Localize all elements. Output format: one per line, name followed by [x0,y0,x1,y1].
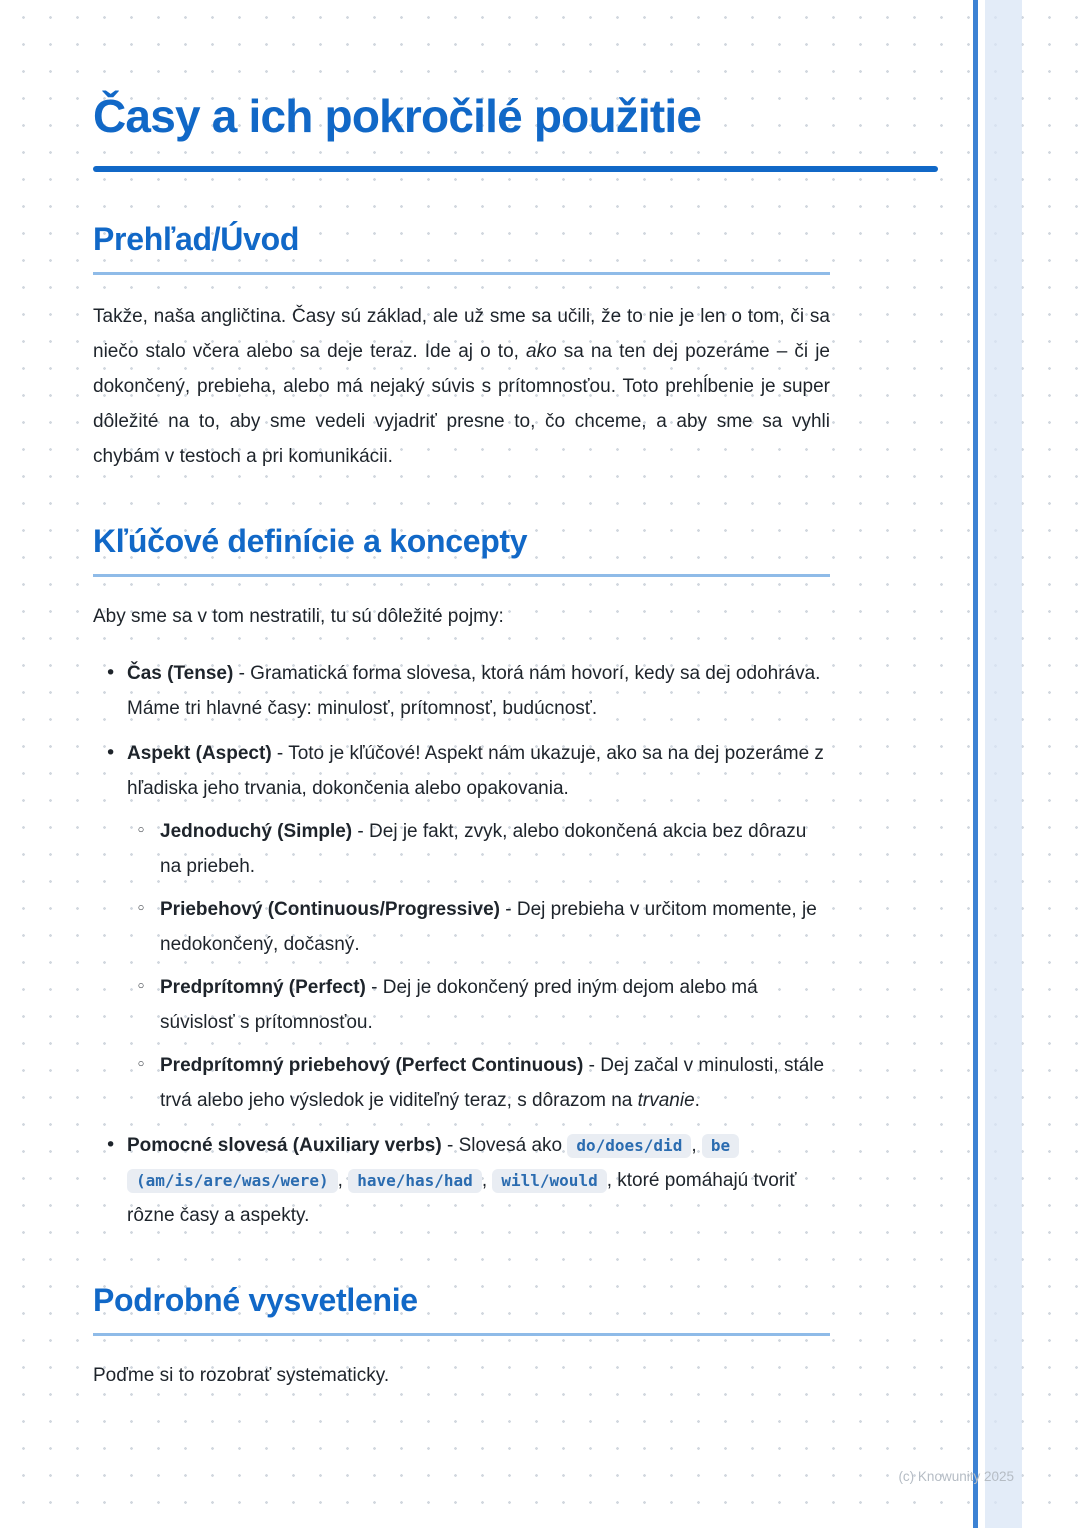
code-chip: will/would [492,1169,606,1193]
sub-list-item [127,970,830,1040]
section-rule [93,272,830,275]
bullet-icon: • [105,662,117,684]
intro-paragraph [93,299,830,474]
term-label: Predprítomný (Perfect) [160,977,366,998]
chip-separator: , [481,1170,493,1191]
list-item-text [127,736,830,1118]
term-description: . [694,1090,700,1111]
page-title: Časy a ich pokročilé použitie [93,90,702,142]
footer-credit: (c) Knowunity 2025 [898,1469,1014,1484]
chip-separator: , [337,1170,349,1191]
list-item [93,1128,830,1233]
sub-list [127,814,830,1118]
italic-word: trvanie [637,1090,695,1111]
circle-bullet-icon: ◦ [136,821,147,841]
term-label: Aspekt (Aspect) [127,743,272,764]
chip-separator: , [691,1135,702,1156]
circle-bullet-icon: ◦ [136,1055,147,1075]
term-description: - Gramatická forma slovesa, ktorá nám hovorí, kedy sa dej odohráva. Máme tri hlavné časy: minulosť, prítomnosť, budúcnosť. [127,663,821,719]
title-rule [93,166,938,172]
list-item [93,656,830,726]
detailed-lead: Poďme si to rozobrať systematicky. [93,1365,390,1386]
term-description: - Toto je kľúčové! Aspekt nám ukazuje, ako sa na dej pozeráme z hľadiska jeho trvania, dokončenia alebo opakovania. [127,743,824,799]
paragraph-text: sa na ten dej pozeráme – či je dokončený, prebieha, alebo má nejaký súvis s prítomnosťou. Toto prehĺbenie je super dôležité na to, aby sme vedeli vyjadriť presne to, čo chceme, a aby sme sa vyhli chybám v testoch a pri komunikácii. [93,341,830,467]
term-label: Jednoduchý (Simple) [160,821,353,842]
code-chip: have/has/had [348,1169,482,1193]
code-chip: do/does/did [567,1134,691,1158]
bullet-icon: • [105,742,117,764]
sub-list-item [127,892,830,962]
list-item-text [160,1048,830,1118]
circle-bullet-icon: ◦ [136,899,147,919]
definitions-list [93,656,830,1233]
sub-list-item [127,1048,830,1118]
list-item-text [160,892,830,962]
edge-accent-band [985,0,1022,1528]
section-rule [93,1333,830,1336]
term-description: - Dej je dokončený pred iným dejom alebo má súvislosť s prítomnosťou. [160,977,758,1033]
term-description: - Slovesá ako [441,1135,568,1156]
term-label: Čas (Tense) [127,663,234,684]
term-description: - Dej je fakt, zvyk, alebo dokončená akcia bez dôrazu na priebeh. [160,821,807,877]
sub-list-item [127,814,830,884]
term-label: Predprítomný priebehový (Perfect Continuous) [160,1055,584,1076]
section-heading-definitions: Kľúčové definície a koncepty [93,523,528,559]
term-description: - Dej začal v minulosti, stále trvá alebo jeho výsledok je viditeľný teraz, s dôrazom na [160,1055,825,1111]
term-description: , ktoré pomáhajú tvoriť rôzne časy a aspekty. [127,1170,797,1226]
circle-bullet-icon: ◦ [136,977,147,997]
italic-word: ako [526,341,557,362]
list-item [93,736,830,1118]
list-item-text [160,970,830,1040]
definitions-lead: Aby sme sa v tom nestratili, tu sú dôležité pojmy: [93,606,504,627]
section-rule [93,574,830,577]
bullet-icon: • [105,1134,117,1156]
term-label: Pomocné slovesá (Auxiliary verbs) [127,1135,442,1156]
section-heading-detailed: Podrobné vysvetlenie [93,1282,418,1318]
list-item-text [127,1128,830,1233]
list-item-text [160,814,830,884]
list-item-text [127,656,830,726]
paragraph-text: Takže, naša angličtina. Časy sú základ, ale už sme sa učili, že to nie je len o tom, či sa niečo stalo včera alebo sa deje teraz. Ide aj o to, [93,306,830,362]
document-content [93,90,938,1393]
term-description: - Dej prebieha v určitom momente, je nedokončený, dočasný. [160,899,817,955]
edge-accent-line [973,0,978,1528]
term-label: Priebehový (Continuous/Progressive) [160,899,500,920]
code-chip: be (am/is/are/was/were) [127,1134,739,1193]
section-heading-intro: Prehľad/Úvod [93,221,300,257]
